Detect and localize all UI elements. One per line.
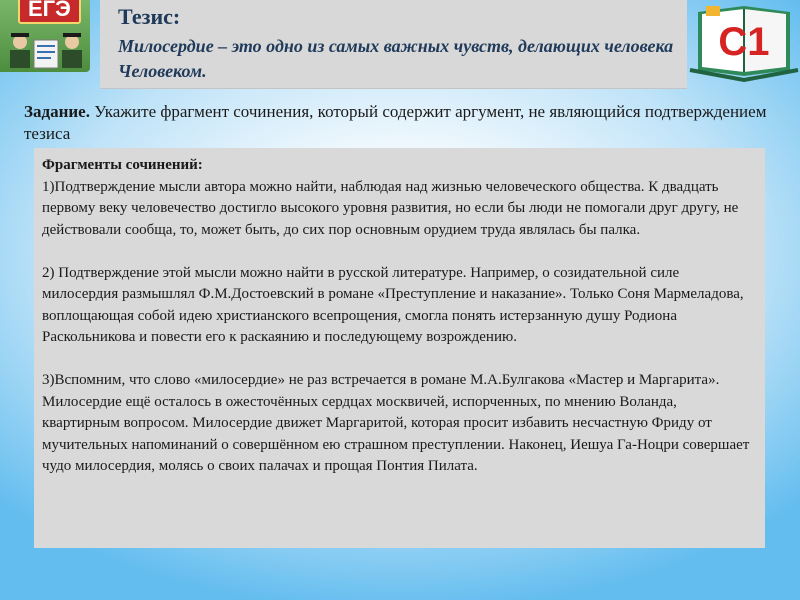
c1-book-badge [688,0,800,82]
thesis-text: Милосердие – это одно из самых важных чувств, делающих человека Человеком. [118,36,674,81]
fragment-3: 3)Вспомним, что слово «милосердие» не раз встречается в романе М.А.Булгакова «Мастер и Маргарита». Милосердие ещё осталось в ожесточённых сердцах москвичей, испорченных, по мнению Воланда, квартирным вопросом. Милосердие движет Маргаритой, которая просит избавить несчастную Фриду от мучительных напоминаний о совершённом ею страшном преступлении. Наконец, Иешуа Га-Ноцри совершает чудо милосердия, молясь о своих палачах и прощая Понтия Пилата. [42,372,750,474]
fragment-1: 1)Подтверждение мысли автора можно найти, наблюдая над жизнью человеческого общества. К двадцать первому веку человечество достигло высокого уровня развития, но если бы люди не помогали друг другу, не действовали сообща, то, может быть, до сих пор основным орудием труда являлась бы палка. [42,178,739,238]
fragment-2: 2) Подтверждение этой мысли можно найти в русской литературе. Например, о созидательной силе милосердия размышлял Ф.М.Достоевский в романе «Преступление и наказание». Только Соня Мармеладова, воплощающая собой идею христианского всепрощения, смогла понять истерзанную душу Родиона Раскольникова и повести его к раскаянию и последующему возрождению. [42,264,744,345]
ege-logo [0,0,90,72]
fragments-panel [34,148,765,548]
thesis-label: Тезис: [118,4,181,29]
fragments-title: Фрагменты сочинений: [42,157,203,173]
logo-label: ЕГЭ [18,0,81,24]
c1-label: С1 [718,20,770,64]
task-instruction [24,101,774,145]
graduates-icon [6,22,86,70]
task-prefix: Задание. [24,102,90,121]
task-text: Укажите фрагмент сочинения, который содержит аргумент, не являющийся подтверждением тезиса [24,102,767,143]
thesis-header [100,0,687,89]
